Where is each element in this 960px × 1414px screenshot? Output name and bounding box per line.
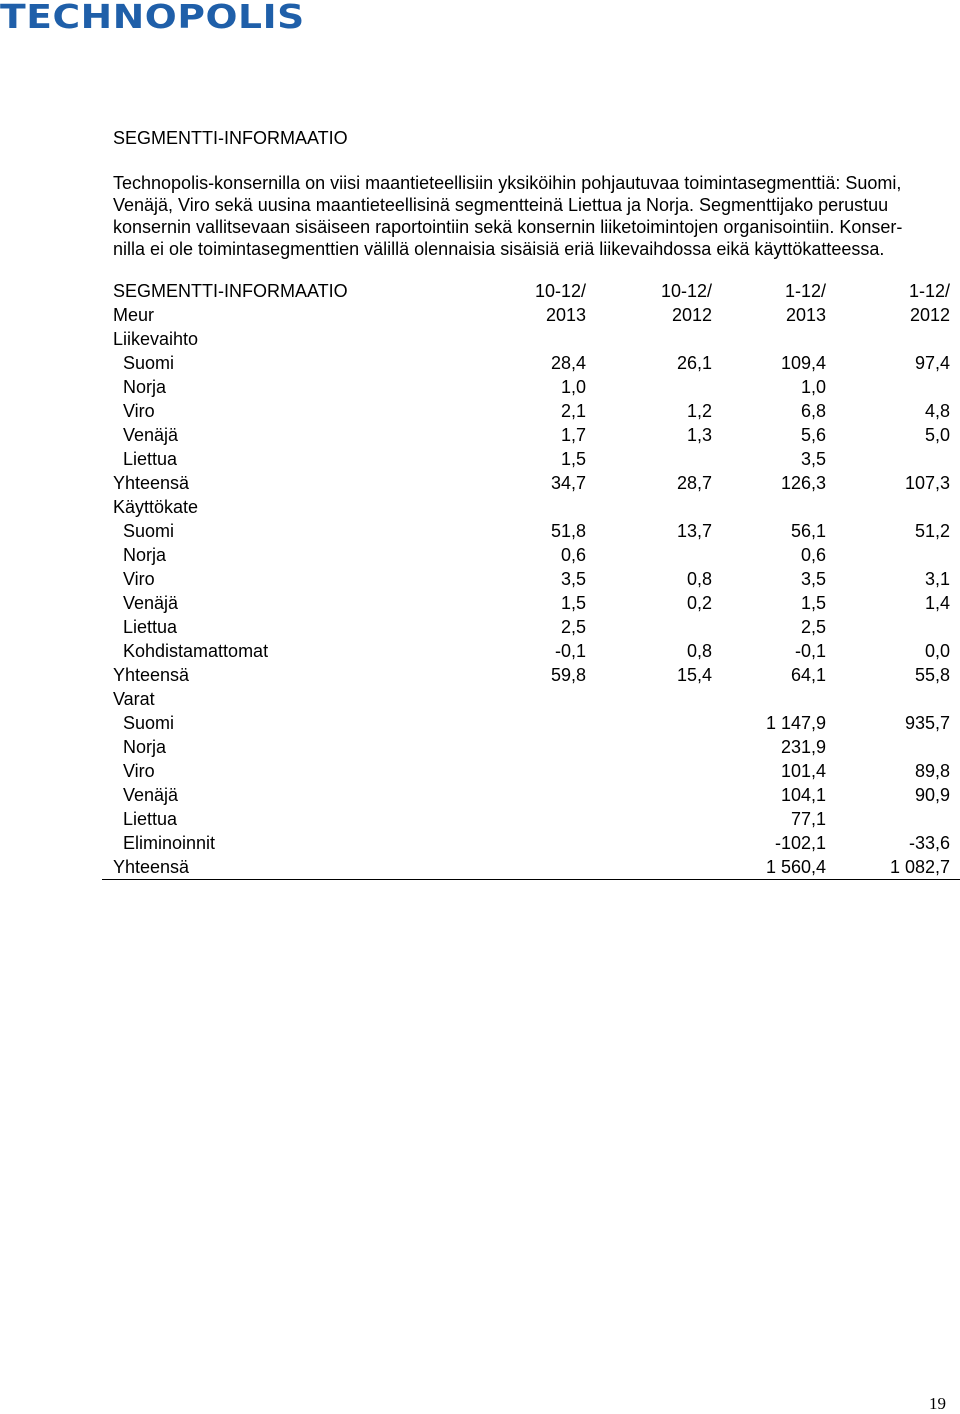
- value-cell: 3,5: [560, 569, 586, 589]
- value-cell: [836, 615, 960, 639]
- value-cell: 101,4: [780, 761, 826, 781]
- value-cell: 3,5: [800, 449, 826, 469]
- value-cell: [432, 327, 596, 351]
- value-cell: [836, 543, 960, 567]
- table-row: [102, 831, 960, 855]
- value-cell: [596, 375, 722, 399]
- table-row: [102, 711, 960, 735]
- table-row: [102, 399, 960, 423]
- row-label: Norja: [123, 377, 167, 397]
- value-cell: 28,7: [676, 473, 712, 493]
- intro-paragraph: [113, 172, 960, 260]
- row-label: Suomi: [123, 353, 175, 373]
- page-number: 19: [929, 1394, 946, 1413]
- value-cell: 231,9: [780, 737, 826, 757]
- value-cell: [596, 855, 722, 880]
- value-cell: 64,1: [790, 665, 826, 685]
- header-cell: 2012: [671, 305, 712, 325]
- value-cell: 1 147,9: [765, 713, 826, 733]
- row-label: Kohdistamattomat: [123, 641, 269, 661]
- value-cell: 0,8: [686, 641, 712, 661]
- row-label: Norja: [123, 545, 167, 565]
- value-cell: 0,2: [686, 593, 712, 613]
- value-cell: [432, 711, 596, 735]
- value-cell: 15,4: [676, 665, 712, 685]
- row-label: Venäjä: [123, 785, 179, 805]
- table-row: [102, 495, 960, 519]
- table-row: [102, 567, 960, 591]
- row-label: Yhteensä: [113, 665, 190, 685]
- value-cell: 0,8: [686, 569, 712, 589]
- value-cell: [596, 447, 722, 471]
- value-cell: [722, 495, 836, 519]
- value-cell: -102,1: [774, 833, 826, 853]
- value-cell: 13,7: [676, 521, 712, 541]
- value-cell: [836, 447, 960, 471]
- value-cell: [596, 807, 722, 831]
- value-cell: [596, 687, 722, 711]
- value-cell: [596, 615, 722, 639]
- value-cell: 28,4: [550, 353, 586, 373]
- value-cell: 4,8: [924, 401, 950, 421]
- table-row: [102, 423, 960, 447]
- value-cell: 89,8: [914, 761, 950, 781]
- table-row: [102, 471, 960, 495]
- table-row: [102, 687, 960, 711]
- value-cell: -33,6: [908, 833, 950, 853]
- row-label: Suomi: [123, 521, 175, 541]
- value-cell: 1 560,4: [722, 855, 836, 880]
- value-cell: 1,5: [560, 593, 586, 613]
- row-label: Suomi: [123, 713, 175, 733]
- table-row: [102, 783, 960, 807]
- row-label: Liettua: [123, 809, 178, 829]
- value-cell: 90,9: [914, 785, 950, 805]
- value-cell: 0,6: [800, 545, 826, 565]
- value-cell: 0,6: [560, 545, 586, 565]
- value-cell: 1,0: [560, 377, 586, 397]
- value-cell: [836, 495, 960, 519]
- value-cell: 97,4: [914, 353, 950, 373]
- value-cell: 56,1: [790, 521, 826, 541]
- header-cell: 10-12/: [534, 281, 586, 301]
- row-label: Liettua: [123, 449, 178, 469]
- value-cell: [836, 807, 960, 831]
- row-label: Venäjä: [123, 425, 179, 445]
- table-row: [102, 375, 960, 399]
- table-row: [102, 351, 960, 375]
- value-cell: 51,2: [914, 521, 950, 541]
- value-cell: [432, 807, 596, 831]
- value-cell: 1,7: [560, 425, 586, 445]
- value-cell: [596, 783, 722, 807]
- table-row: [102, 855, 960, 880]
- row-label: Liikevaihto: [113, 329, 199, 349]
- table-row: [102, 543, 960, 567]
- row-label: Viro: [123, 401, 155, 421]
- row-label: Yhteensä: [113, 473, 190, 493]
- row-label: Venäjä: [123, 593, 179, 613]
- table-row: [102, 327, 960, 351]
- table-row: [102, 447, 960, 471]
- value-cell: 1 082,7: [836, 855, 960, 880]
- value-cell: [432, 759, 596, 783]
- value-cell: 107,3: [904, 473, 950, 493]
- value-cell: 5,6: [800, 425, 826, 445]
- value-cell: 2,1: [560, 401, 586, 421]
- header-cell: 2013: [785, 305, 826, 325]
- value-cell: [432, 687, 596, 711]
- header-cell: 10-12/: [660, 281, 712, 301]
- value-cell: 935,7: [904, 713, 950, 733]
- value-cell: 2,5: [560, 617, 586, 637]
- value-cell: [836, 327, 960, 351]
- value-cell: [836, 735, 960, 759]
- header-cell: 2013: [545, 305, 586, 325]
- value-cell: 3,1: [924, 569, 950, 589]
- value-cell: 1,5: [800, 593, 826, 613]
- row-label: Varat: [113, 689, 155, 709]
- header-cell: SEGMENTTI-INFORMAATIO: [113, 281, 348, 301]
- value-cell: -0,1: [554, 641, 586, 661]
- value-cell: 55,8: [914, 665, 950, 685]
- value-cell: 1,0: [800, 377, 826, 397]
- table-row: [102, 759, 960, 783]
- value-cell: 59,8: [550, 665, 586, 685]
- value-cell: [722, 327, 836, 351]
- value-cell: 5,0: [924, 425, 950, 445]
- row-label: Viro: [123, 761, 155, 781]
- table-header-row: [102, 303, 960, 327]
- value-cell: [596, 495, 722, 519]
- value-cell: [432, 735, 596, 759]
- value-cell: 1,4: [924, 593, 950, 613]
- value-cell: [432, 495, 596, 519]
- value-cell: [722, 687, 836, 711]
- technopolis-logo: TECHNOPOLIS: [0, 0, 305, 36]
- row-label: Eliminoinnit: [123, 833, 216, 853]
- value-cell: [596, 543, 722, 567]
- value-cell: [596, 327, 722, 351]
- value-cell: -0,1: [794, 641, 826, 661]
- value-cell: [596, 759, 722, 783]
- value-cell: 109,4: [780, 353, 826, 373]
- value-cell: [836, 687, 960, 711]
- table-row: [102, 639, 960, 663]
- section-heading: SEGMENTTI-INFORMAATIO: [113, 128, 348, 148]
- table-row: [102, 663, 960, 687]
- value-cell: 3,5: [800, 569, 826, 589]
- table-row: [102, 519, 960, 543]
- value-cell: 104,1: [780, 785, 826, 805]
- value-cell: 126,3: [780, 473, 826, 493]
- table-row: [102, 591, 960, 615]
- value-cell: [432, 855, 596, 880]
- table-row: [102, 615, 960, 639]
- row-label: Käyttökate: [113, 497, 199, 517]
- value-cell: [432, 783, 596, 807]
- value-cell: 1,2: [686, 401, 712, 421]
- value-cell: [596, 735, 722, 759]
- value-cell: 77,1: [790, 809, 826, 829]
- value-cell: 51,8: [550, 521, 586, 541]
- table-header-row: [102, 279, 960, 303]
- header-cell: 1-12/: [908, 281, 950, 301]
- value-cell: 2,5: [800, 617, 826, 637]
- row-label: Viro: [123, 569, 155, 589]
- value-cell: [596, 711, 722, 735]
- paragraph-line: konsernin vallitsevaan sisäiseen raportointiin sekä konsernin liiketoimintojen organisointiin. Konser-: [113, 217, 903, 237]
- value-cell: 26,1: [676, 353, 712, 373]
- row-label: Norja: [123, 737, 167, 757]
- value-cell: [836, 375, 960, 399]
- row-label: Liettua: [123, 617, 178, 637]
- value-cell: 0,0: [924, 641, 950, 661]
- value-cell: [432, 831, 596, 855]
- segment-table: [102, 279, 960, 880]
- value-cell: 6,8: [800, 401, 826, 421]
- table-row: [102, 735, 960, 759]
- row-label: Yhteensä: [102, 855, 432, 880]
- paragraph-line: Venäjä, Viro sekä uusina maantieteellisinä segmentteinä Liettua ja Norja. Segmenttijako perustuu: [113, 195, 889, 215]
- paragraph-line: Technopolis-konsernilla on viisi maantieteellisiin yksiköihin pohjautuvaa toimintasegmenttiä: Suomi,: [113, 173, 902, 193]
- paragraph-line: nilla ei ole toimintasegmenttien välillä olennaisia sisäisiä eriä liikevaihdossa eikä käyttökatteessa.: [113, 239, 885, 259]
- header-cell: 1-12/: [784, 281, 826, 301]
- value-cell: 34,7: [550, 473, 586, 493]
- value-cell: 1,3: [686, 425, 712, 445]
- header-cell: 2012: [909, 305, 950, 325]
- header-cell: Meur: [113, 305, 155, 325]
- table-row: [102, 807, 960, 831]
- value-cell: 1,5: [560, 449, 586, 469]
- value-cell: [596, 831, 722, 855]
